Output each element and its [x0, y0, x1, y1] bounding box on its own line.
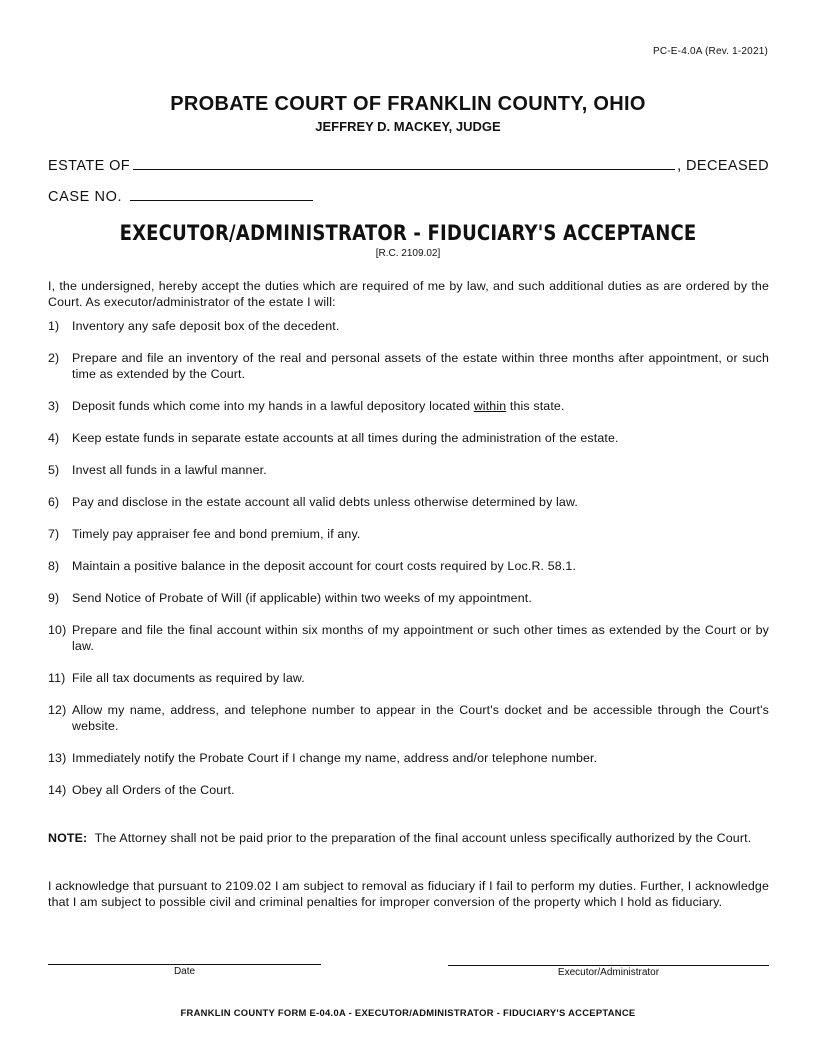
statute-reference: [R.C. 2109.02] — [375, 248, 441, 259]
form-footer: FRANKLIN COUNTY FORM E-04.0A - EXECUTOR/ADMINISTRATOR - FIDUCIARY'S ACCEPTANCE — [180, 1007, 636, 1018]
form-id: PC-E-4.0A (Rev. 1-2021) — [652, 46, 768, 57]
item-number: 3) — [48, 399, 60, 413]
item-text: Send Notice of Probate of Will (if applicable) within two weeks of my appointment. — [72, 591, 532, 605]
estate-row — [48, 154, 769, 174]
judge-name: JEFFREY D. MACKEY, JUDGE — [315, 119, 501, 134]
list-item — [48, 782, 769, 798]
item-number: 2) — [48, 351, 60, 365]
case-row — [48, 185, 313, 205]
item-number: 9) — [48, 591, 60, 605]
item-text-part: Deposit funds which come into my hands in a lawful depository located — [72, 399, 474, 413]
list-item — [48, 702, 769, 734]
estate-label: ESTATE OF — [48, 158, 131, 174]
acknowledgment-paragraph: I acknowledge that pursuant to 2109.02 I am subject to removal as fiduciary if I fail to perform my duties. Further, I acknowledge that I am subject to possible civil and criminal penalties for improper conversion of the property which I hold as fiduciary. — [48, 879, 769, 909]
item-text: File all tax documents as required by law. — [72, 671, 305, 685]
court-name: PROBATE COURT OF FRANKLIN COUNTY, OHIO — [170, 93, 646, 115]
deceased-label: , DECEASED — [677, 158, 769, 174]
item-text: Immediately notify the Probate Court if I change my name, address and/or telephone number. — [72, 751, 598, 765]
note-text: The Attorney shall not be paid prior to the preparation of the final account unless specifically authorized by the Court. — [94, 831, 752, 845]
date-label: Date — [173, 966, 196, 977]
item-number: 12) — [48, 703, 67, 717]
list-item — [48, 350, 769, 382]
item-number: 5) — [48, 463, 60, 477]
item-text — [72, 398, 769, 414]
list-item — [48, 622, 769, 654]
item-number: 8) — [48, 559, 60, 573]
list-item — [48, 494, 769, 510]
item-number: 14) — [48, 783, 67, 797]
case-number-field[interactable] — [130, 199, 313, 201]
item-number: 10) — [48, 623, 67, 637]
form-title: EXECUTOR/ADMINISTRATOR - FIDUCIARY'S ACCEPTANCE — [119, 221, 697, 245]
item-number: 1) — [48, 319, 60, 333]
item-number: 11) — [48, 671, 66, 685]
item-text: Prepare and file the final account within six months of my appointment or such other times as extended by the Court or by law. — [72, 623, 769, 653]
item-text: Obey all Orders of the Court. — [72, 783, 235, 797]
list-item — [48, 670, 769, 686]
executor-signature-line[interactable] — [448, 965, 769, 966]
executor-label: Executor/Administrator — [557, 967, 660, 978]
item-text: Pay and disclose in the estate account all valid debts unless otherwise determined by law. — [72, 495, 578, 509]
list-item — [48, 526, 769, 542]
item-number: 4) — [48, 431, 60, 445]
date-signature-line[interactable] — [48, 964, 321, 965]
list-item — [48, 590, 769, 606]
note-label: NOTE: — [48, 831, 88, 845]
item-number: 7) — [48, 527, 60, 541]
item-text-part: this state. — [506, 399, 565, 413]
note-paragraph — [48, 830, 769, 846]
list-item — [48, 398, 769, 414]
item-text-underlined: within — [473, 399, 507, 413]
item-number: 6) — [48, 495, 60, 509]
item-text: Invest all funds in a lawful manner. — [72, 463, 267, 477]
intro-paragraph: I, the undersigned, hereby accept the duties which are required of me by law, and such additional duties as are ordered by the Court. As executor/administrator of the estate I will: — [48, 279, 769, 309]
item-text: Inventory any safe deposit box of the decedent. — [72, 319, 340, 333]
case-label: CASE NO. — [48, 189, 123, 205]
list-item — [48, 462, 769, 478]
list-item — [48, 430, 769, 446]
estate-name-field[interactable] — [133, 168, 675, 170]
item-text: Allow my name, address, and telephone number to appear in the Court's docket and be accessible through the Court's website. — [72, 703, 769, 733]
item-text: Timely pay appraiser fee and bond premium, if any. — [72, 527, 361, 541]
list-item — [48, 750, 769, 766]
item-number: 13) — [48, 751, 67, 765]
item-text: Prepare and file an inventory of the real and personal assets of the estate within three months after appointment, or such time as extended by the Court. — [72, 351, 769, 381]
list-item — [48, 558, 769, 574]
list-item — [48, 318, 769, 334]
item-text: Maintain a positive balance in the deposit account for court costs required by Loc.R. 58.1. — [72, 559, 577, 573]
item-text: Keep estate funds in separate estate accounts at all times during the administration of the estate. — [72, 431, 619, 445]
